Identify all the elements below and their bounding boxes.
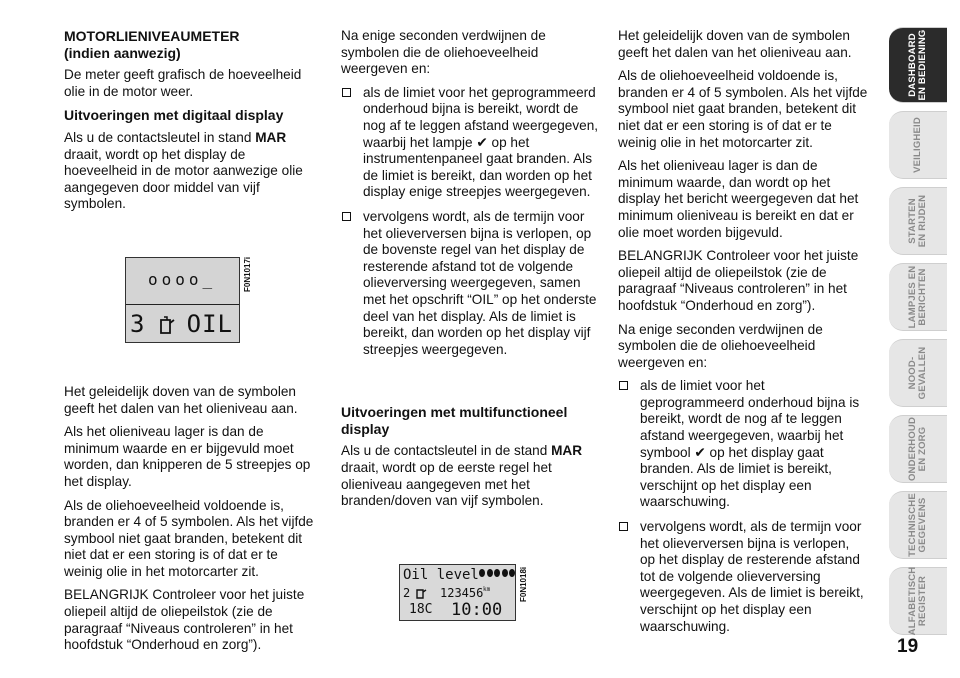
paragraph: Het geleidelijk doven van de symbolen geeft het dalen van het olieniveau aan. [618, 28, 852, 60]
tab-label [908, 347, 928, 400]
oil-level-text: Oil level [403, 567, 479, 583]
display-divider [126, 304, 239, 305]
bullet-text: vervolgens wordt, als de termijn voor het olieverversen bijna is verlopen, op de bovenste regel van het display de resterende afstand tot de volgende olieverversing weergegeven, samen met het opschrift “OIL” op het onderste deel van het display. Als de limiet is bereikt, dan worden op het display vijf streepjes weergegeven. [363, 208, 597, 357]
checkbox-bullet-icon [342, 212, 351, 221]
paragraph [341, 443, 600, 509]
tab-label [913, 117, 923, 173]
checkbox-bullet-icon [342, 88, 351, 97]
tab-label-line: EN RIJDEN [917, 194, 928, 248]
section-heading [64, 28, 320, 61]
bullet-item [618, 519, 868, 635]
tab-label [908, 417, 928, 481]
tab-label-line: ONDERHOUD [907, 416, 918, 482]
lcd-panel [399, 564, 516, 621]
bullet-text: vervolgens wordt, als de termijn voor het olieverversen bijna is verlopen, op het display de resterende afstand tot de volgende olieverversing weergegeven. Als de limiet is bereikt, verschijnt op het display een waarschuwing. [640, 519, 864, 634]
oil-label: OIL [186, 310, 233, 338]
heading-line-1: MOTORLIENIVEAUMETER [64, 28, 240, 44]
tab-label-line: TECHNISCHE [907, 493, 918, 557]
tab-label-line: GEGEVENS [917, 497, 928, 553]
tab-label [908, 266, 928, 329]
digital-display-figure [125, 257, 240, 343]
text-run: Als u de contactsleutel in de stand [341, 443, 552, 459]
tab-onderhoud[interactable] [889, 415, 947, 483]
paragraph: Als het olieniveau lager is dan de minimum waarde, dan wordt op het display het bericht weergegeven dat het minimum olieniveau is bereikt en dat er olie moet worden bijgevuld. [618, 158, 859, 240]
key-position: MAR [255, 129, 287, 145]
key-position: MAR [551, 443, 583, 459]
level-dot [487, 569, 493, 577]
level-digit: 2 [403, 586, 411, 600]
column-right [618, 28, 868, 643]
text-run: Als u de contactsleutel in stand [64, 129, 256, 145]
checkbox-bullet-icon [619, 522, 628, 531]
oil-level-symbols: oooo_ [148, 270, 217, 289]
multifunction-display-figure [399, 564, 516, 621]
paragraph: Het geleidelijk doven van de symbolen geeft het dalen van het olieniveau aan. [64, 383, 298, 416]
tab-label [908, 567, 928, 636]
tab-label-line: REGISTER [917, 575, 928, 627]
odometer-unit: km [483, 586, 491, 593]
tab-noodgevallen[interactable] [889, 339, 947, 407]
level-dot [494, 569, 500, 577]
level-dot [479, 569, 485, 577]
outside-temperature: 18C [409, 602, 433, 617]
odometer: 123456 [440, 586, 484, 600]
tab-label-line: EN BEDIENING [917, 29, 928, 101]
level-dot [509, 569, 515, 577]
tab-label-line: DASHBOARD [907, 33, 918, 97]
bullet-item [341, 85, 600, 201]
paragraph: De meter geeft grafisch de hoeveelheid olie in de motor weer. [64, 67, 302, 99]
subheading-digital: Uitvoeringen met digitaal display [64, 107, 284, 124]
clock: 10:00 [451, 600, 503, 620]
bullet-text: als de limiet voor het geprogrammeerd onderhoud bijna is bereikt, wordt de nog af te leggen afstand weergegeven, waarbij het symbool ✔ op het display gaat branden. Als de limiet is bereikt, verschijnt op het display een waarschuwing. [640, 378, 860, 510]
tab-label-line: ALFABETISCH [907, 566, 918, 636]
checkbox-bullet-icon [619, 381, 628, 390]
paragraph: Na enige seconden verdwijnen de symbolen die de oliehoeveelheid weergeven en: [341, 28, 546, 77]
oil-can-icon [415, 587, 427, 600]
level-dot [502, 569, 508, 577]
figure-code: F0N1017i [243, 256, 252, 292]
paragraph: Als de oliehoeveelheid voldoende is, branden er 4 of 5 symbolen. Als het vijfde symbool niet gaat branden, betekent dit niet dat er een storing is of dat er te weinig olie in het motorcarter zit. [64, 497, 314, 579]
page-number: 19 [897, 636, 919, 657]
paragraph: BELANGRIJK Controleer voor het juiste oliepeil altijd de oliepeilstok (zie de paragraaf “Niveaus controleren” in het hoofdstuk “Onderhoud en zorg”). [618, 248, 859, 313]
tab-lampjes[interactable] [889, 263, 947, 331]
chapter-tabs [889, 27, 947, 643]
paragraph [64, 130, 320, 213]
column-left [64, 28, 320, 661]
column-middle [341, 28, 600, 517]
tab-label [908, 29, 928, 100]
tab-veiligheid[interactable] [889, 111, 947, 179]
text-run: draait, wordt op de eerste regel het olieniveau aangegeven met het branden/doven van vijf symbolen. [341, 460, 552, 509]
tab-label-line: BERICHTEN [917, 268, 928, 326]
paragraph: Na enige seconden verdwijnen de symbolen die de oliehoeveelheid weergeven en: [618, 321, 823, 370]
tab-label [908, 493, 928, 557]
tab-starten[interactable] [889, 187, 947, 255]
tab-label-line: VEILIGHEID [912, 117, 923, 173]
heading-line-2: (indien aanwezig) [64, 44, 181, 61]
spacer [341, 366, 600, 404]
lcd-panel [125, 257, 240, 343]
level-digit: 3 [130, 310, 145, 338]
oil-can-icon [158, 316, 176, 336]
bullet-item [618, 378, 868, 511]
tab-register[interactable] [889, 567, 947, 635]
tab-label-line: NOOD- [907, 356, 918, 390]
bullet-text: als de limiet voor het geprogrammeerd onderhoud bijna is bereikt, wordt de nog af te leggen afstand weergegeven, waarbij het lampje ✔ op het instrumentenpaneel gaat branden. Als de limiet is bereikt, dan worden op het display enige streepjes weergegeven. [363, 84, 599, 200]
paragraph: Als het olieniveau lager is dan de minimum waarde en er bijgevuld moet worden, dan knipperen de 5 streepjes op het display. [64, 424, 311, 489]
paragraph: Als de oliehoeveelheid voldoende is, branden er 4 of 5 symbolen. Als het vijfde symbool niet gaat branden, betekent dit niet dat er een storing is of dat er te weinig olie in het motorcarter zit. [618, 68, 868, 150]
oil-level-dots [479, 569, 515, 577]
tab-dashboard[interactable] [889, 27, 947, 103]
bullet-item [341, 209, 600, 358]
tab-label-line: LAMPJES EN [907, 265, 918, 329]
text-run: draait, wordt op het display de hoeveelheid in de motor aanwezige olie aangegeven door middel van vijf symbolen. [64, 146, 303, 212]
tab-label-line: GEVALLEN [917, 346, 928, 400]
tab-label [908, 195, 928, 247]
paragraph: BELANGRIJK Controleer voor het juiste oliepeil altijd de oliepeilstok (zie de paragraaf “Niveaus controleren” in het hoofdstuk “Onderhoud en zorg”). [64, 587, 305, 653]
subheading-multifunction: Uitvoeringen met multifunctioneel display [341, 404, 568, 437]
tab-technische[interactable] [889, 491, 947, 559]
tab-label-line: EN ZORG [917, 426, 928, 472]
figure-code: F0N1018i [519, 566, 528, 602]
tab-label-line: STARTEN [907, 198, 918, 244]
